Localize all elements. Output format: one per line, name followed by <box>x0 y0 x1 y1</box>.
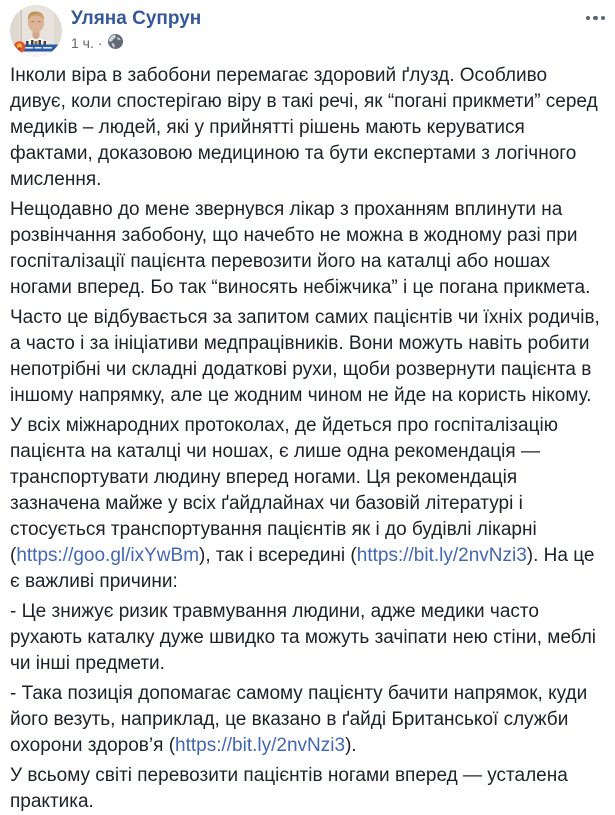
post-text: Інколи віра в забобони перемагає здоровий ґлузд. Особливо дивує, коли спостерігаю віру в такі речі, як “погані прикмети” серед медиків – людей, які у прийнятті рішень мають керуватися фактами, доказовою медициною та бути експертами з логічного мислення. <box>10 65 598 190</box>
post-menu-button[interactable] <box>577 8 605 28</box>
post-text: У всьому світі перевозити пацієнтів ногами вперед — усталена практика. <box>10 765 568 812</box>
post-paragraph <box>10 681 607 759</box>
post-paragraph <box>10 305 607 409</box>
post-paragraph <box>10 763 607 815</box>
post-paragraph <box>10 413 607 595</box>
post-paragraph <box>10 63 607 193</box>
subline-separator: · <box>97 35 103 51</box>
post-paragraph <box>10 599 607 677</box>
post-text: Нещодавно до мене звернувся лікар з проханням вплинути на розвінчання забобону, що начебто не можна в жодному разі при госпіталізації пацієнта перевозити його на каталці або ношах ногами вперед. Бо так “виносять небіжчика” і це погана прикмета. <box>10 199 591 298</box>
post-text: У всіх міжнародних протоколах, де йдеться про госпіталізацію пацієнта на каталці чи ношах, є лише одна рекомендація — транспортувати людину вперед ногами. Ця рекомендація зазначена майже у всіх ґайдлайнах чи базовій літературі і стосується транспортування пацієнтів як і до будівлі лікарні ( <box>10 415 558 566</box>
post-header <box>0 0 615 57</box>
post-body <box>0 57 615 815</box>
ellipsis-dot <box>593 16 598 21</box>
post-paragraph <box>10 197 607 301</box>
ellipsis-dot <box>601 16 606 21</box>
post-text: Часто це відбувається за запитом самих пацієнтів чи їхніх родичів, а часто і за ініціативи медпрацівників. Вони можуть навіть робити непотрібні чи складні додаткові рухи, щоби розвернути пацієнта в іншому напрямку, але це жодним чином не йде на користь нікому. <box>10 307 600 406</box>
post-link[interactable]: https://goo.gl/ixYwBm <box>16 545 200 566</box>
avatar-photo <box>10 5 62 57</box>
ellipsis-dot <box>586 16 591 21</box>
author-name[interactable]: Уляна Супрун <box>71 8 202 29</box>
post-text: ). <box>345 735 357 756</box>
post-link[interactable]: https://bit.ly/2nvNzi3 <box>356 545 527 566</box>
post-meta <box>71 5 201 52</box>
post-text: - Це знижує ризик травмування людини, адже медики часто рухають каталку дуже швидко та можуть зачіпати нею стіни, меблі чи інші предмети. <box>10 601 597 674</box>
post-text: ). На це є важливі причини: <box>10 545 595 592</box>
post-link[interactable]: https://bit.ly/2nvNzi3 <box>175 735 346 756</box>
post-subline <box>71 34 201 52</box>
post-text: - Така позиція допомагає самому пацієнту бачити напрямок, куди його везуть, наприклад, це вказано в ґайді Британської служби охорони здоров’я ( <box>10 683 588 756</box>
globe-icon <box>108 34 123 52</box>
post-text: ), так і всередині ( <box>199 545 357 566</box>
avatar[interactable] <box>10 5 62 57</box>
timestamp[interactable]: 1 ч. <box>71 35 94 51</box>
